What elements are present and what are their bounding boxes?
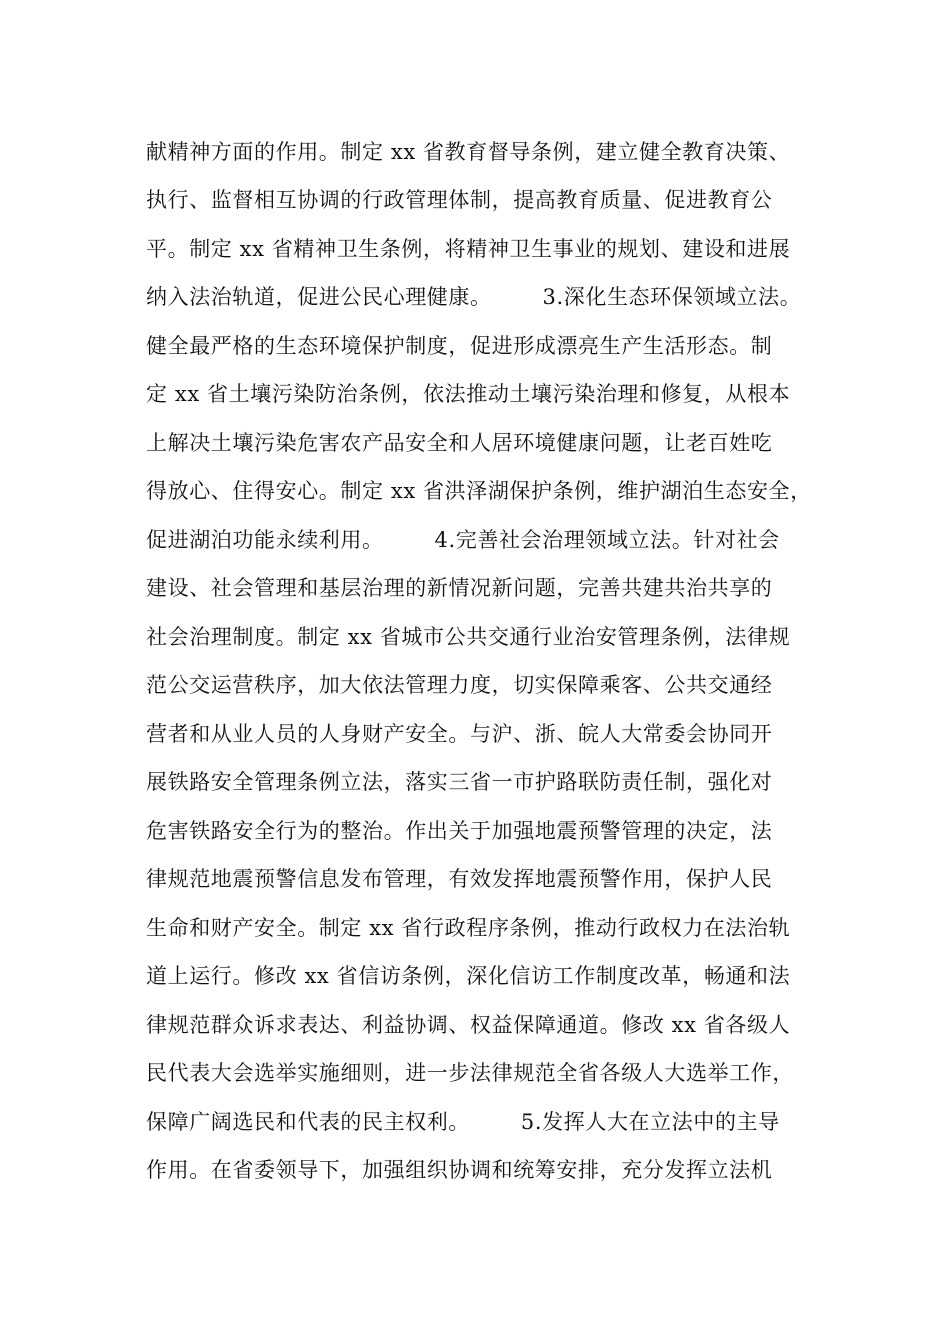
text-line: 道上运行。修改 xx 省信访条例，深化信访工作制度改革，畅通和法 bbox=[146, 964, 791, 988]
text-line: 定 xx 省土壤污染防治条例，依法推动土壤污染治理和修复，从根本 bbox=[146, 382, 791, 406]
text-line: 展铁路安全管理条例立法，落实三省一市护路联防责任制，强化对 bbox=[146, 770, 773, 794]
text-line: 范公交运营秩序，加大依法管理力度，切实保障乘客、公共交通经 bbox=[146, 673, 773, 697]
text-line: 促进湖泊功能永续利用。 4.完善社会治理领域立法。针对社会 bbox=[146, 528, 780, 552]
text-line: 献精神方面的作用。制定 xx 省教育督导条例，建立健全教育决策、 bbox=[146, 140, 791, 164]
text-line: 律规范群众诉求表达、利益协调、权益保障通道。修改 xx 省各级人 bbox=[146, 1013, 791, 1037]
text-line: 健全最严格的生态环境保护制度，促进形成漂亮生产生活形态。制 bbox=[146, 334, 773, 358]
text-line: 平。制定 xx 省精神卫生条例，将精神卫生事业的规划、建设和进展 bbox=[146, 237, 791, 261]
text-line: 民代表大会选举实施细则，进一步法律规范全省各级人大选举工作， bbox=[146, 1061, 794, 1085]
text-line: 作用。在省委领导下，加强组织协调和统筹安排，充分发挥立法机 bbox=[146, 1158, 773, 1182]
text-line: 律规范地震预警信息发布管理，有效发挥地震预警作用，保护人民 bbox=[146, 867, 773, 891]
text-line: 执行、监督相互协调的行政管理体制，提高教育质量、促进教育公 bbox=[146, 188, 773, 212]
text-line: 营者和从业人员的人身财产安全。与沪、浙、皖人大常委会协同开 bbox=[146, 722, 773, 746]
text-line: 生命和财产安全。制定 xx 省行政程序条例，推动行政权力在法治轨 bbox=[146, 916, 791, 940]
text-line: 保障广阔选民和代表的民主权利。 5.发挥人大在立法中的主导 bbox=[146, 1110, 780, 1134]
text-line: 得放心、住得安心。制定 xx 省洪泽湖保护条例，维护湖泊生态安全， bbox=[146, 479, 812, 503]
text-line: 上解决土壤污染危害农产品安全和人居环境健康问题，让老百姓吃 bbox=[146, 431, 773, 455]
text-line: 建设、社会管理和基层治理的新情况新问题，完善共建共治共享的 bbox=[146, 576, 773, 600]
text-line: 危害铁路安全行为的整治。作出关于加强地震预警管理的决定，法 bbox=[146, 819, 773, 843]
text-line: 社会治理制度。制定 xx 省城市公共交通行业治安管理条例，法律规 bbox=[146, 625, 791, 649]
text-line: 纳入法治轨道，促进公民心理健康。 3.深化生态环保领域立法。 bbox=[146, 285, 802, 309]
